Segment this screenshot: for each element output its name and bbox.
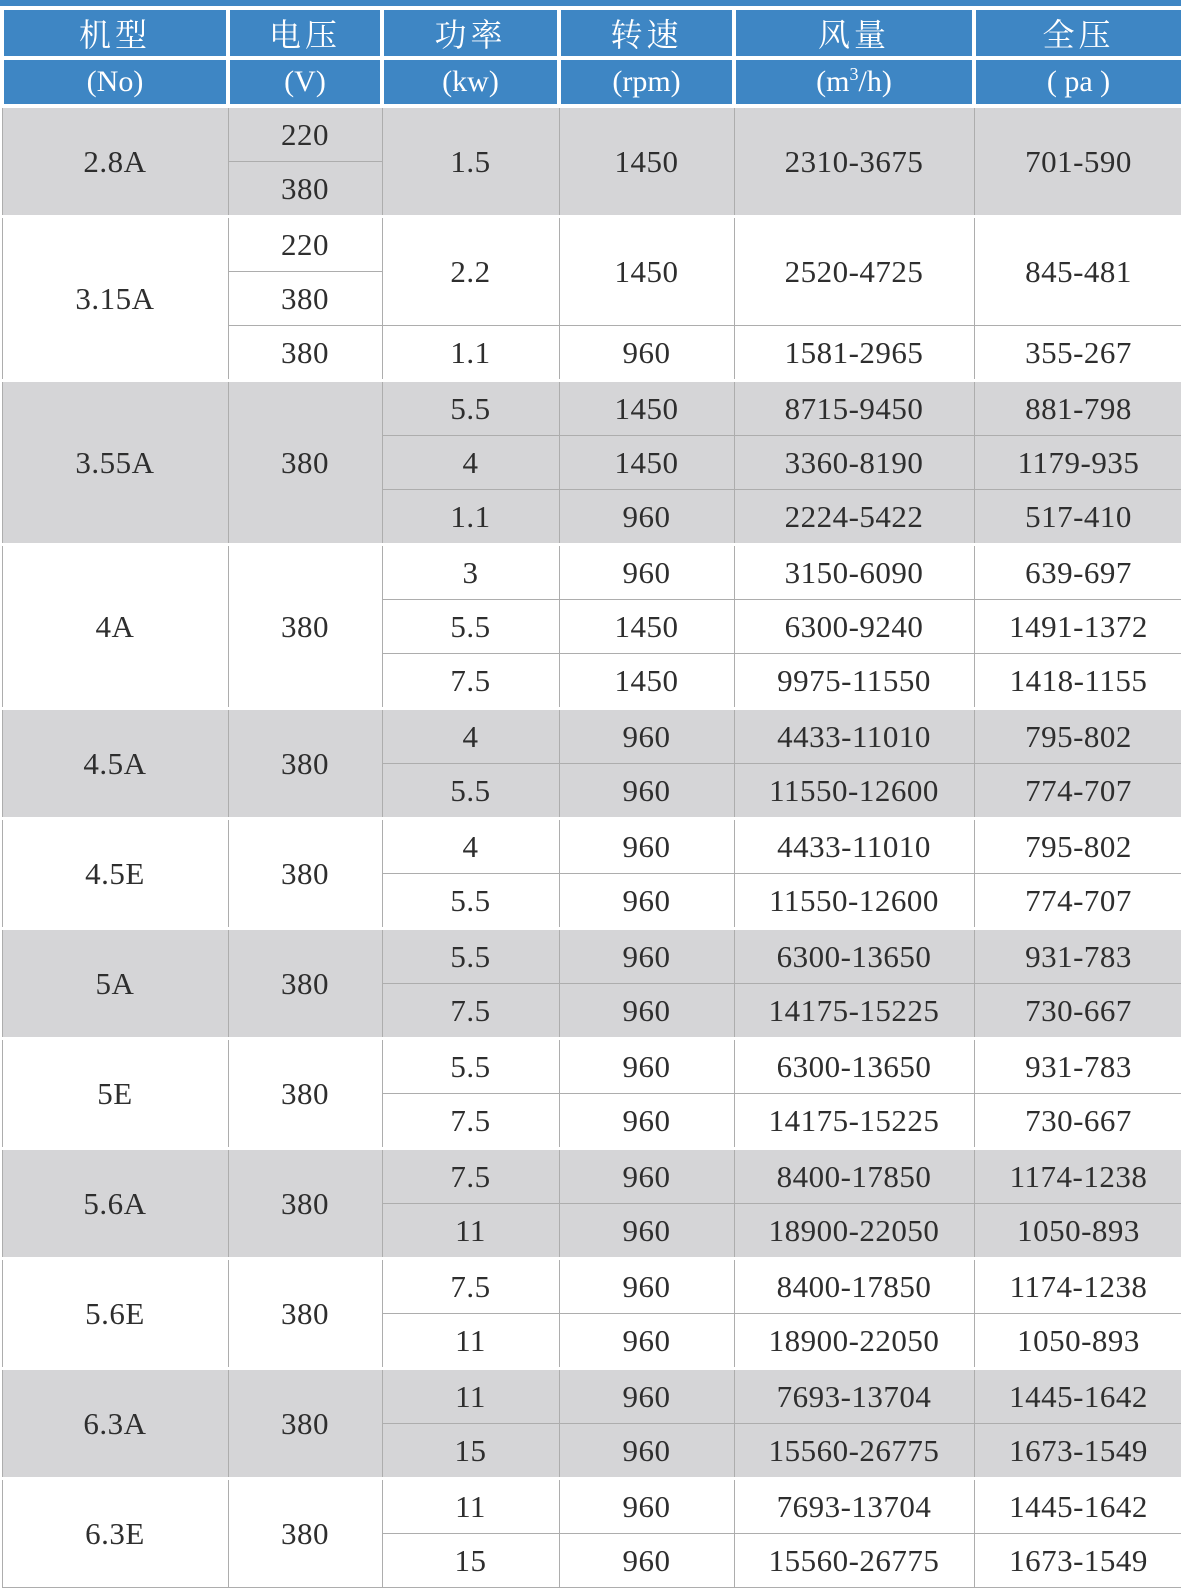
col-header-pressure: 全压 xyxy=(974,8,1181,58)
cell-power: 11 xyxy=(382,1204,559,1259)
cell-pressure: 355-267 xyxy=(974,326,1181,381)
cell-voltage: 220 xyxy=(228,106,382,162)
cell-power: 5.5 xyxy=(382,600,559,654)
table-row xyxy=(2,1039,1181,1094)
cell-airflow: 7693-13704 xyxy=(734,1369,974,1424)
cell-model: 3.15A xyxy=(2,217,228,381)
cell-pressure: 701-590 xyxy=(974,106,1181,217)
cell-pressure: 931-783 xyxy=(974,1039,1181,1094)
cell-voltage: 380 xyxy=(228,929,382,1039)
cell-power: 5.5 xyxy=(382,764,559,819)
cell-voltage: 380 xyxy=(228,1369,382,1479)
cell-model: 5E xyxy=(2,1039,228,1149)
cell-power: 4 xyxy=(382,709,559,764)
cell-power: 7.5 xyxy=(382,1149,559,1204)
cell-voltage: 380 xyxy=(228,1039,382,1149)
table-row xyxy=(2,217,1181,272)
cell-voltage: 380 xyxy=(228,272,382,326)
cell-pressure: 1673-1549 xyxy=(974,1534,1181,1588)
cell-power: 5.5 xyxy=(382,929,559,984)
cell-speed: 960 xyxy=(559,1039,734,1094)
cell-speed: 1450 xyxy=(559,600,734,654)
cell-model: 4.5A xyxy=(2,709,228,819)
cell-pressure: 881-798 xyxy=(974,381,1181,436)
header-row-names xyxy=(2,8,1181,58)
cell-speed: 960 xyxy=(559,1314,734,1369)
cell-model: 4A xyxy=(2,545,228,709)
fan-spec-table xyxy=(0,6,1181,1588)
cell-pressure: 1174-1238 xyxy=(974,1149,1181,1204)
cell-speed: 960 xyxy=(559,326,734,381)
cell-power: 4 xyxy=(382,436,559,490)
table-row xyxy=(2,819,1181,874)
cell-power: 11 xyxy=(382,1479,559,1534)
cell-voltage: 380 xyxy=(228,819,382,929)
cell-speed: 960 xyxy=(559,1479,734,1534)
table-header xyxy=(2,8,1181,106)
cell-pressure: 845-481 xyxy=(974,217,1181,326)
cell-model: 5A xyxy=(2,929,228,1039)
cell-speed: 960 xyxy=(559,929,734,984)
cell-power: 7.5 xyxy=(382,1259,559,1314)
cell-power: 1.5 xyxy=(382,106,559,217)
cell-power: 11 xyxy=(382,1369,559,1424)
cell-speed: 1450 xyxy=(559,217,734,326)
col-header-model: 机型 xyxy=(2,8,228,58)
col-unit-model: (No) xyxy=(2,58,228,106)
cell-power: 5.5 xyxy=(382,1039,559,1094)
cell-airflow: 11550-12600 xyxy=(734,874,974,929)
table-row xyxy=(2,1149,1181,1204)
cell-airflow: 8400-17850 xyxy=(734,1259,974,1314)
cell-speed: 960 xyxy=(559,1534,734,1588)
cell-speed: 960 xyxy=(559,764,734,819)
cell-pressure: 730-667 xyxy=(974,984,1181,1039)
cell-airflow: 1581-2965 xyxy=(734,326,974,381)
cell-speed: 960 xyxy=(559,874,734,929)
table-row xyxy=(2,1369,1181,1424)
cell-speed: 1450 xyxy=(559,436,734,490)
cell-speed: 1450 xyxy=(559,654,734,709)
col-header-voltage: 电压 xyxy=(228,8,382,58)
cell-speed: 960 xyxy=(559,984,734,1039)
cell-airflow: 14175-15225 xyxy=(734,1094,974,1149)
cell-pressure: 795-802 xyxy=(974,819,1181,874)
cell-airflow: 14175-15225 xyxy=(734,984,974,1039)
cell-power: 1.1 xyxy=(382,490,559,545)
table-row xyxy=(2,1479,1181,1534)
cell-power: 4 xyxy=(382,819,559,874)
cell-speed: 960 xyxy=(559,545,734,600)
cell-power: 7.5 xyxy=(382,1094,559,1149)
cell-voltage: 220 xyxy=(228,217,382,272)
cell-pressure: 1050-893 xyxy=(974,1204,1181,1259)
table-row xyxy=(2,929,1181,984)
header-row-units xyxy=(2,58,1181,106)
cell-pressure: 1050-893 xyxy=(974,1314,1181,1369)
cell-airflow: 2520-4725 xyxy=(734,217,974,326)
cell-speed: 960 xyxy=(559,709,734,764)
cell-airflow: 15560-26775 xyxy=(734,1424,974,1479)
cell-model: 4.5E xyxy=(2,819,228,929)
cell-voltage: 380 xyxy=(228,1149,382,1259)
cell-airflow: 6300-9240 xyxy=(734,600,974,654)
cell-airflow: 9975-11550 xyxy=(734,654,974,709)
cell-power: 15 xyxy=(382,1534,559,1588)
cell-airflow: 3150-6090 xyxy=(734,545,974,600)
col-unit-power: (kw) xyxy=(382,58,559,106)
cell-speed: 960 xyxy=(559,1424,734,1479)
cell-speed: 960 xyxy=(559,1369,734,1424)
table-row xyxy=(2,381,1181,436)
cell-power: 5.5 xyxy=(382,381,559,436)
cell-speed: 960 xyxy=(559,819,734,874)
cell-model: 6.3A xyxy=(2,1369,228,1479)
cell-pressure: 774-707 xyxy=(974,874,1181,929)
cell-pressure: 1445-1642 xyxy=(974,1369,1181,1424)
col-header-power: 功率 xyxy=(382,8,559,58)
cell-airflow: 2224-5422 xyxy=(734,490,974,545)
cell-pressure: 1445-1642 xyxy=(974,1479,1181,1534)
cell-pressure: 931-783 xyxy=(974,929,1181,984)
cell-airflow: 4433-11010 xyxy=(734,709,974,764)
cell-speed: 960 xyxy=(559,1094,734,1149)
cell-airflow: 3360-8190 xyxy=(734,436,974,490)
cell-speed: 960 xyxy=(559,490,734,545)
cell-power: 11 xyxy=(382,1314,559,1369)
cell-airflow: 2310-3675 xyxy=(734,106,974,217)
col-header-airflow: 风量 xyxy=(734,8,974,58)
col-unit-voltage: (V) xyxy=(228,58,382,106)
cell-speed: 1450 xyxy=(559,106,734,217)
cell-power: 15 xyxy=(382,1424,559,1479)
cell-power: 5.5 xyxy=(382,874,559,929)
cell-airflow: 18900-22050 xyxy=(734,1314,974,1369)
cell-model: 5.6A xyxy=(2,1149,228,1259)
cell-voltage: 380 xyxy=(228,709,382,819)
cell-power: 2.2 xyxy=(382,217,559,326)
cell-pressure: 1673-1549 xyxy=(974,1424,1181,1479)
cell-airflow: 4433-11010 xyxy=(734,819,974,874)
cell-pressure: 639-697 xyxy=(974,545,1181,600)
table-row xyxy=(2,1259,1181,1314)
cell-speed: 960 xyxy=(559,1149,734,1204)
airflow-unit-post: /h) xyxy=(858,65,892,98)
cell-power: 3 xyxy=(382,545,559,600)
cell-voltage: 380 xyxy=(228,162,382,217)
cell-pressure: 1174-1238 xyxy=(974,1259,1181,1314)
cell-voltage: 380 xyxy=(228,381,382,545)
cell-pressure: 1491-1372 xyxy=(974,600,1181,654)
cell-airflow: 7693-13704 xyxy=(734,1479,974,1534)
airflow-unit-pre: (m xyxy=(816,65,850,98)
cell-pressure: 795-802 xyxy=(974,709,1181,764)
cell-speed: 960 xyxy=(559,1259,734,1314)
cell-speed: 960 xyxy=(559,1204,734,1259)
col-unit-airflow xyxy=(734,58,974,106)
airflow-unit-sup: 3 xyxy=(849,64,859,84)
cell-power: 1.1 xyxy=(382,326,559,381)
cell-power: 7.5 xyxy=(382,654,559,709)
cell-model: 2.8A xyxy=(2,106,228,217)
cell-pressure: 1179-935 xyxy=(974,436,1181,490)
cell-power: 7.5 xyxy=(382,984,559,1039)
col-unit-speed: (rpm) xyxy=(559,58,734,106)
cell-pressure: 774-707 xyxy=(974,764,1181,819)
cell-speed: 1450 xyxy=(559,381,734,436)
cell-pressure: 730-667 xyxy=(974,1094,1181,1149)
cell-model: 6.3E xyxy=(2,1479,228,1588)
cell-airflow: 15560-26775 xyxy=(734,1534,974,1588)
cell-voltage: 380 xyxy=(228,545,382,709)
cell-airflow: 6300-13650 xyxy=(734,929,974,984)
cell-airflow: 18900-22050 xyxy=(734,1204,974,1259)
cell-model: 3.55A xyxy=(2,381,228,545)
col-unit-pressure: ( pa ) xyxy=(974,58,1181,106)
table-body xyxy=(2,106,1181,1588)
cell-voltage: 380 xyxy=(228,326,382,381)
table-row xyxy=(2,545,1181,600)
cell-airflow: 6300-13650 xyxy=(734,1039,974,1094)
cell-pressure: 517-410 xyxy=(974,490,1181,545)
cell-pressure: 1418-1155 xyxy=(974,654,1181,709)
col-header-speed: 转速 xyxy=(559,8,734,58)
cell-airflow: 8400-17850 xyxy=(734,1149,974,1204)
cell-model: 5.6E xyxy=(2,1259,228,1369)
cell-airflow: 11550-12600 xyxy=(734,764,974,819)
cell-airflow: 8715-9450 xyxy=(734,381,974,436)
table-row xyxy=(2,106,1181,162)
cell-voltage: 380 xyxy=(228,1479,382,1588)
table-row xyxy=(2,709,1181,764)
cell-voltage: 380 xyxy=(228,1259,382,1369)
